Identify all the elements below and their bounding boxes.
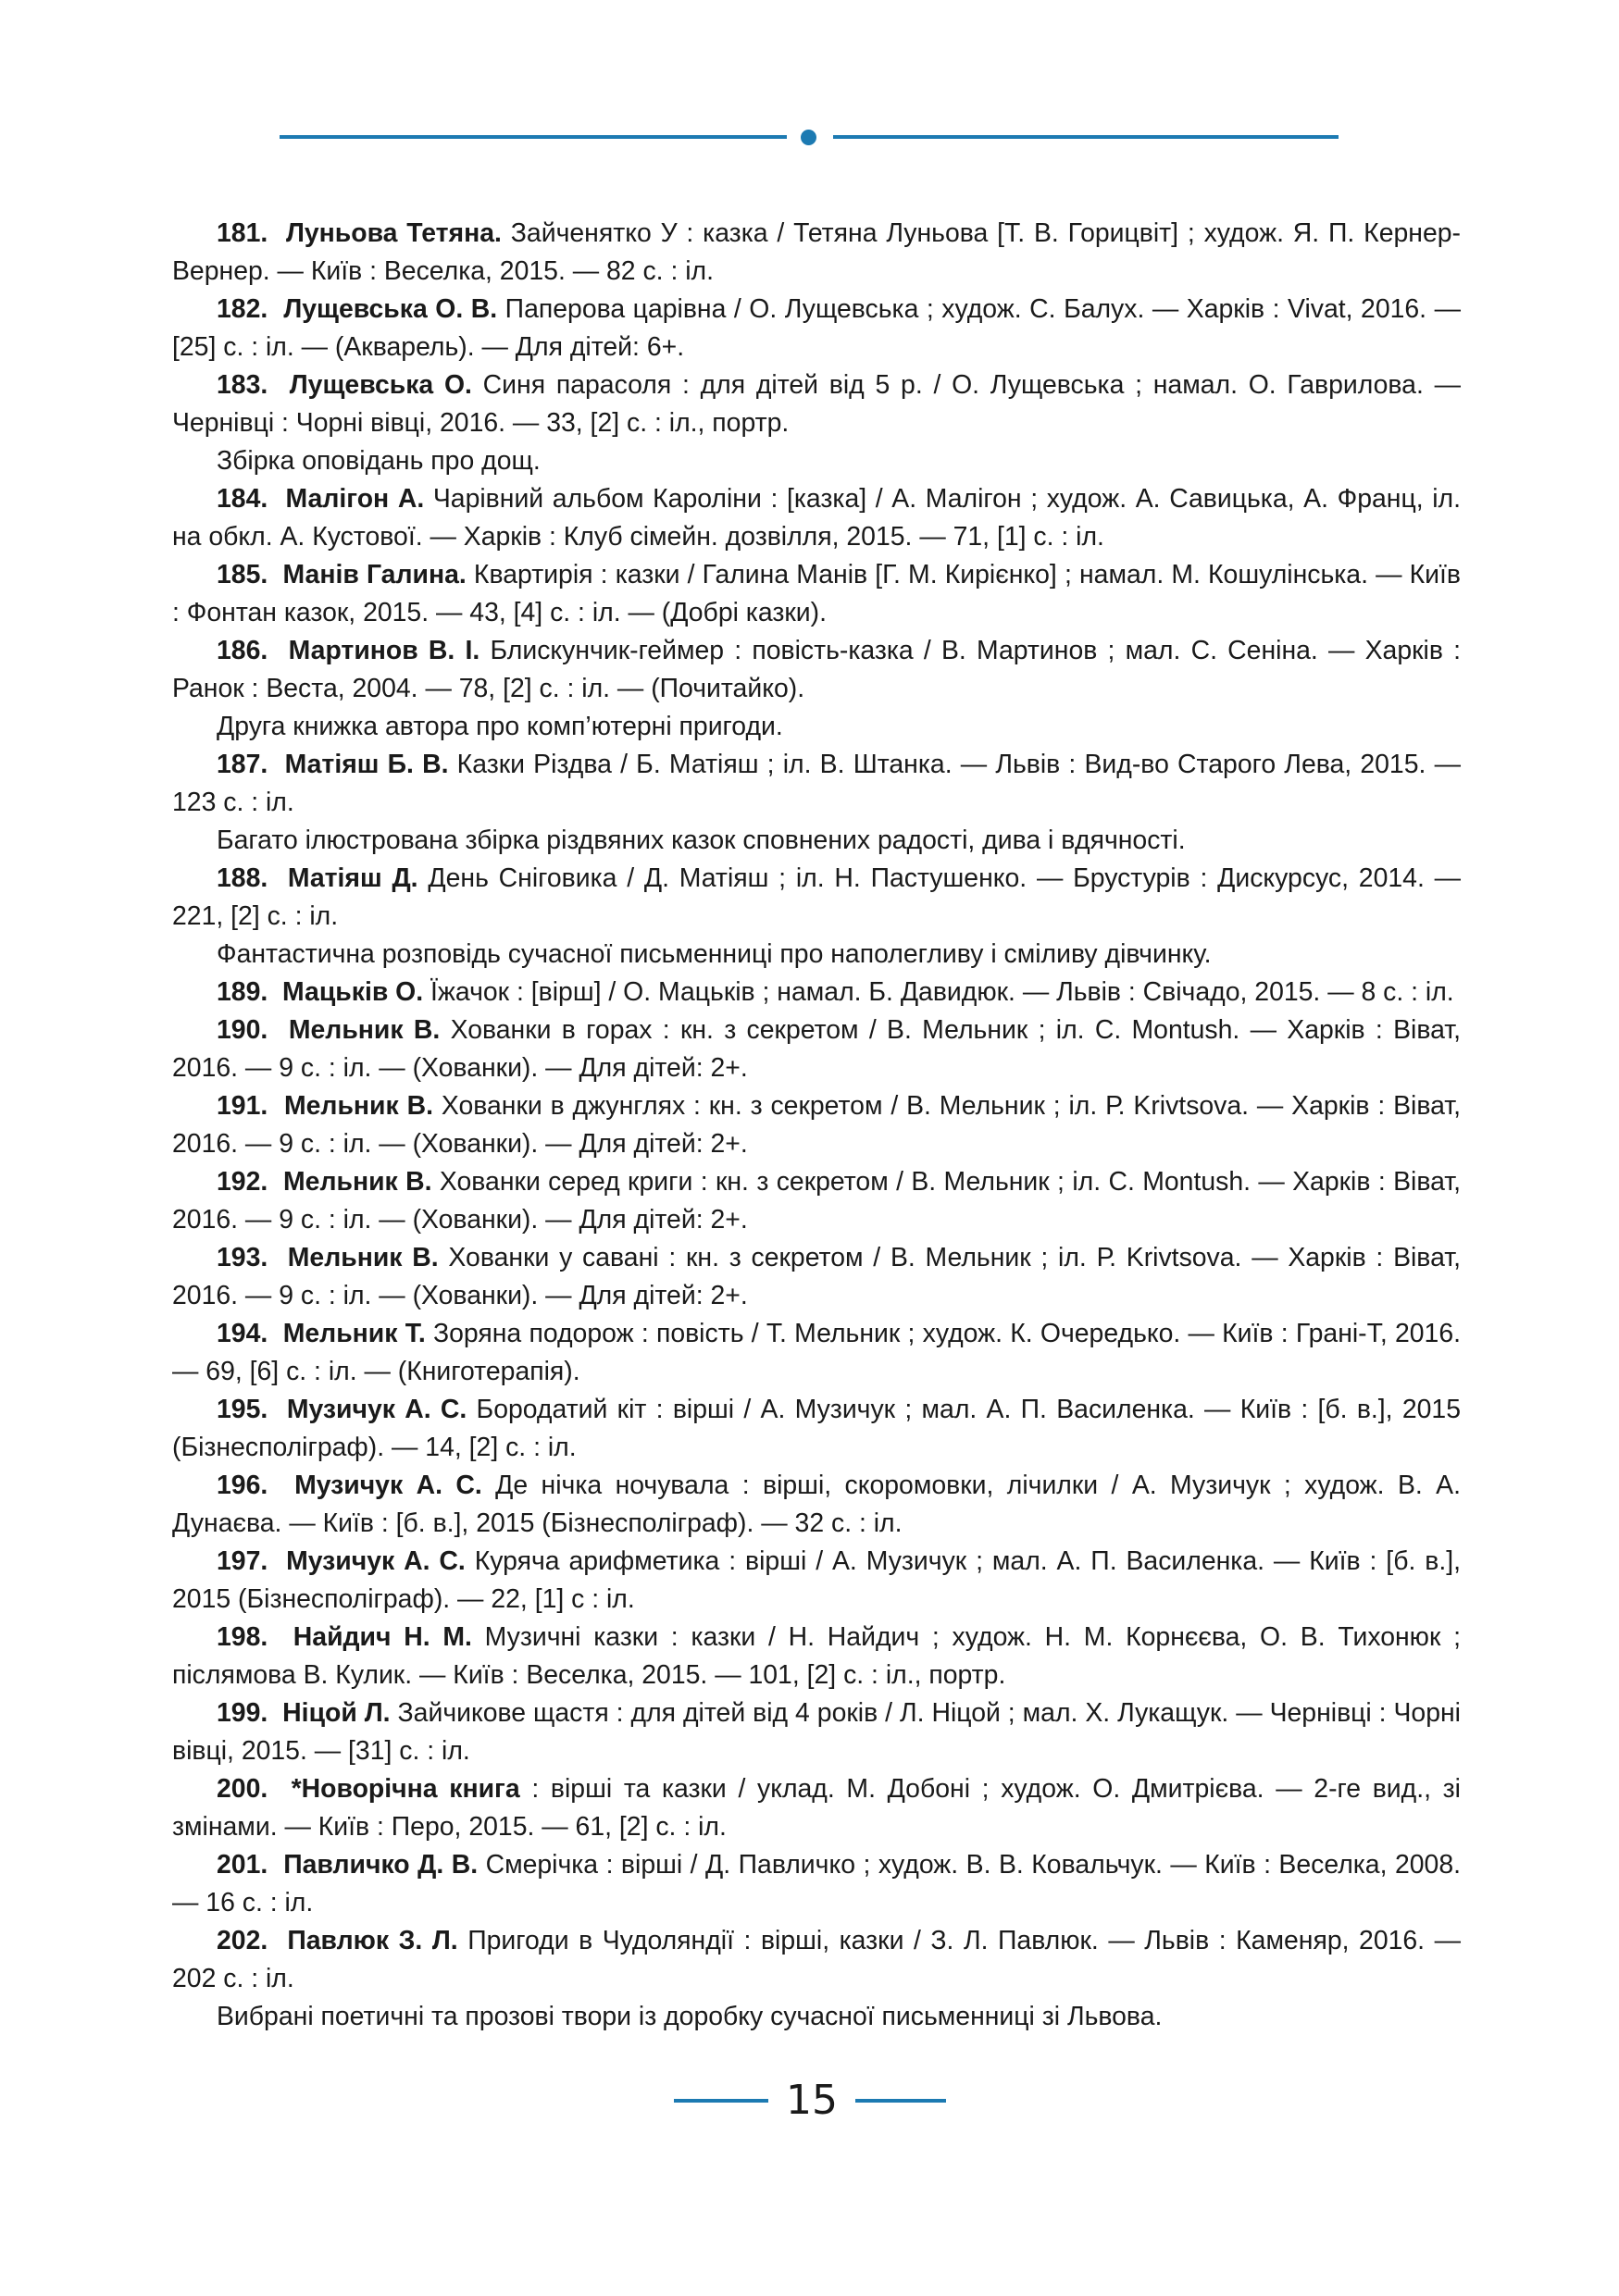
entry-author: Павлюк З. Л. xyxy=(287,1926,458,1955)
bibliography-entry xyxy=(172,974,1461,1011)
entry-description: Квартирія : казки / Галина Манів [Г. М. Кирієнко] ; намал. М. Кошулінська. — Київ : Фонтан казок, 2015. — 43, [4] с. : іл. — (Добрі казки). xyxy=(172,560,1461,627)
footer-line-left xyxy=(674,2099,768,2103)
entry-number: 189. xyxy=(217,977,268,1007)
entry-description: Зайчикове щастя : для дітей від 4 років / Л. Ніцой ; мал. Х. Лукащук. — Чернівці : Чорні вівці, 2015. — [31] с. : іл. xyxy=(172,1698,1461,1766)
page-footer xyxy=(674,2073,946,2128)
entry-number: 193. xyxy=(217,1243,268,1272)
bibliography-entry xyxy=(172,1543,1461,1619)
entry-number: 181. xyxy=(217,218,268,248)
entry-author: Мельник В. xyxy=(283,1167,432,1197)
entry-author: Музичук А. С. xyxy=(286,1546,466,1576)
entry-description: Бородатий кіт : вірші / А. Музичук ; мал. А. П. Василенка. — Київ : [б. в.], 2015 (Бізнесполіграф). — 14, [2] с. : іл. xyxy=(172,1395,1462,1462)
entry-number: 185. xyxy=(217,560,268,590)
entry-description: Музичні казки : казки / Н. Найдич ; худож. Н. М. Корнєєва, О. В. Тихонюк ; післямова В. Кулик. — Київ : Веселка, 2015. — 101, [2] с. : іл., портр. xyxy=(172,1622,1462,1690)
bibliography-entry xyxy=(172,632,1461,708)
entry-description: Синя парасоля : для дітей від 5 р. / О. Лущевська ; намал. О. Гаврилова. — Чернівці : Чорні вівці, 2016. — 33, [2] с. : іл., портр. xyxy=(172,370,1461,438)
entry-number: 184. xyxy=(217,484,268,514)
entry-annotation: Багато ілюстрована збірка різдвяних казок сповнених радості, дива і вдячності. xyxy=(217,825,1186,855)
bibliography-entry xyxy=(172,1846,1461,1922)
bibliography-entry xyxy=(172,1619,1461,1694)
bibliography-entry xyxy=(172,746,1461,822)
entry-number: 186. xyxy=(217,636,268,665)
entry-author: Мельник В. xyxy=(283,1091,433,1121)
bibliography-entry xyxy=(172,1087,1461,1163)
top-ornament xyxy=(280,130,1339,146)
ornament-line-right xyxy=(833,135,1339,139)
entry-number: 200. xyxy=(217,1774,268,1804)
entry-annotation: Фантастична розповідь сучасної письменниці про наполегливу і сміливу дівчинку. xyxy=(217,939,1212,969)
entry-description: Зоряна подорож : повість / Т. Мельник ; худож. К. Очередько. — Київ : Грані-Т, 2016. — 69, [6] с. : іл. — (Книготерапія). xyxy=(172,1319,1461,1386)
entry-number: 182. xyxy=(217,294,268,324)
bibliography-list xyxy=(172,215,1461,2036)
entry-number: 198. xyxy=(217,1622,268,1652)
entry-description: Їжачок : [вірш] / О. Мацьків ; намал. Б. Давидюк. — Львів : Свічадо, 2015. — 8 с. : іл. xyxy=(423,977,1454,1007)
bibliography-entry xyxy=(172,366,1461,442)
entry-author: Матіяш Б. В. xyxy=(284,750,449,779)
entry-description: Зайченятко У : казка / Тетяна Луньова [Т. В. Горицвіт] ; худож. Я. П. Кернер-Вернер. — Київ : Веселка, 2015. — 82 с. : іл. xyxy=(172,218,1461,286)
footer-line-right xyxy=(855,2099,946,2103)
entry-number: 197. xyxy=(217,1546,268,1576)
entry-annotation: Збірка оповідань про дощ. xyxy=(217,446,541,476)
entry-description: Паперова царівна / О. Лущевська ; худож. С. Балух. — Харків : Vivat, 2016. — [25] с. : іл. — (Акварель). — Для дітей: 6+. xyxy=(172,294,1461,362)
entry-author: Манів Галина. xyxy=(282,560,467,590)
entry-author: Мельник В. xyxy=(287,1243,439,1272)
entry-number: 190. xyxy=(217,1015,268,1045)
entry-author: *Новорічна книга xyxy=(291,1774,520,1804)
entry-description: Блискунчик-геймер : повість-казка / В. Мартинов ; мал. С. Сеніна. — Харків : Ранок : Веста, 2004. — 78, [2] с. : іл. — (Почитайко). xyxy=(172,636,1462,703)
entry-description: Пригоди в Чудоляндії : вірші, казки / З. Л. Павлюк. — Львів : Каменяр, 2016. — 202 с. : іл. xyxy=(172,1926,1461,1993)
entry-description: Хованки серед криги : кн. з секретом / В. Мельник ; іл. С. Montush. — Харків : Віват, 2016. — 9 с. : іл. — (Хованки). — Для дітей: 2+. xyxy=(172,1167,1461,1235)
entry-author: Мацьків О. xyxy=(282,977,424,1007)
ornament-dot xyxy=(801,130,816,145)
entry-number: 183. xyxy=(217,370,268,400)
entry-description: Хованки в джунглях : кн. з секретом / В. Мельник ; іл. Р. Krivtsova. — Харків : Віват, 2016. — 9 с. : іл. — (Хованки). — Для дітей: 2+. xyxy=(172,1091,1461,1159)
entry-author: Луньова Тетяна. xyxy=(285,218,502,248)
entry-author: Мельник В. xyxy=(288,1015,441,1045)
entry-number: 192. xyxy=(217,1167,268,1197)
entry-number: 202. xyxy=(217,1926,268,1955)
entry-description: Казки Різдва / Б. Матіяш ; іл. В. Штанка. — Львів : Вид-во Старого Лева, 2015. — 123 с. : іл. xyxy=(172,750,1461,817)
entry-number: 188. xyxy=(217,863,268,893)
entry-author: Мартинов В. І. xyxy=(288,636,480,665)
entry-description: Смерічка : вірші / Д. Павличко ; худож. В. В. Ковальчук. — Київ : Веселка, 2008. — 16 с. : іл. xyxy=(172,1850,1462,1917)
entry-description: : вірші та казки / уклад. М. Добоні ; худож. О. Дмитрієва. — 2-ге вид., зі змінами. — Київ : Перо, 2015. — 61, [2] с. : іл. xyxy=(172,1774,1461,1842)
entry-description: Хованки в горах : кн. з секретом / В. Мельник ; іл. С. Montush. — Харків : Віват, 2016. — 9 с. : іл. — (Хованки). — Для дітей: 2+. xyxy=(172,1015,1461,1083)
bibliography-entry xyxy=(172,215,1461,291)
entry-description: Де нічка ночувала : вірші, скоромовки, лічилки / А. Музичук ; худож. В. А. Дунаєва. — Київ : [б. в.], 2015 (Бізнесполіграф). — 32 с. : іл. xyxy=(172,1471,1461,1538)
entry-author: Музичук А. С. xyxy=(294,1471,482,1500)
entry-author: Найдич Н. М. xyxy=(293,1622,472,1652)
entry-author: Малігон А. xyxy=(285,484,425,514)
entry-author: Павличко Д. В. xyxy=(283,1850,479,1880)
entry-number: 187. xyxy=(217,750,268,779)
ornament-line-left xyxy=(280,135,787,139)
entry-author: Музичук А. С. xyxy=(286,1395,467,1424)
entry-number: 201. xyxy=(217,1850,268,1880)
entry-annotation: Вибрані поетичні та прозові твори із доробку сучасної письменниці зі Львова. xyxy=(217,2002,1163,2031)
bibliography-entry xyxy=(172,1770,1461,1846)
bibliography-entry xyxy=(172,480,1461,556)
bibliography-entry xyxy=(172,556,1461,632)
entry-author: Мельник Т. xyxy=(282,1319,426,1348)
entry-annotation: Друга книжка автора про комп’ютерні пригоди. xyxy=(217,712,783,741)
bibliography-entry xyxy=(172,1163,1461,1239)
bibliography-entry xyxy=(172,1391,1461,1467)
entry-author: Ніцой Л. xyxy=(282,1698,391,1728)
entry-description: День Сніговика / Д. Матіяш ; іл. Н. Пастушенко. — Брустурів : Дискурсус, 2014. — 221, [2] с. : іл. xyxy=(172,863,1462,931)
bibliography-entry xyxy=(172,1922,1461,1998)
entry-description: Хованки у савані : кн. з секретом / В. Мельник ; іл. Р. Krivtsova. — Харків : Віват, 2016. — 9 с. : іл. — (Хованки). — Для дітей: 2+. xyxy=(172,1243,1461,1310)
bibliography-entry xyxy=(172,1239,1461,1315)
bibliography-entry xyxy=(172,1011,1461,1087)
entry-number: 191. xyxy=(217,1091,268,1121)
page-number: 15 xyxy=(786,2077,838,2124)
bibliography-entry xyxy=(172,1694,1461,1770)
bibliography-entry xyxy=(172,291,1461,366)
entry-author: Лущевська О. В. xyxy=(283,294,498,324)
bibliography-entry xyxy=(172,1315,1461,1391)
entry-number: 199. xyxy=(217,1698,268,1728)
entry-number: 195. xyxy=(217,1395,268,1424)
entry-number: 196. xyxy=(217,1471,268,1500)
entry-description: Чарівний альбом Кароліни : [казка] / А. Малігон ; худож. А. Савицька, А. Франц, іл. на обкл. А. Кустової. — Харків : Клуб сімейн. дозвілля, 2015. — 71, [1] с. : іл. xyxy=(172,484,1461,552)
entry-author: Лущевська О. xyxy=(289,370,472,400)
bibliography-entry xyxy=(172,1467,1461,1543)
entry-author: Матіяш Д. xyxy=(287,863,418,893)
entry-number: 194. xyxy=(217,1319,268,1348)
entry-description: Куряча арифметика : вірші / А. Музичук ; мал. А. П. Василенка. — Київ : [б. в.], 2015 (Бізнесполіграф). — 22, [1] с : іл. xyxy=(172,1546,1461,1614)
bibliography-entry xyxy=(172,860,1461,936)
